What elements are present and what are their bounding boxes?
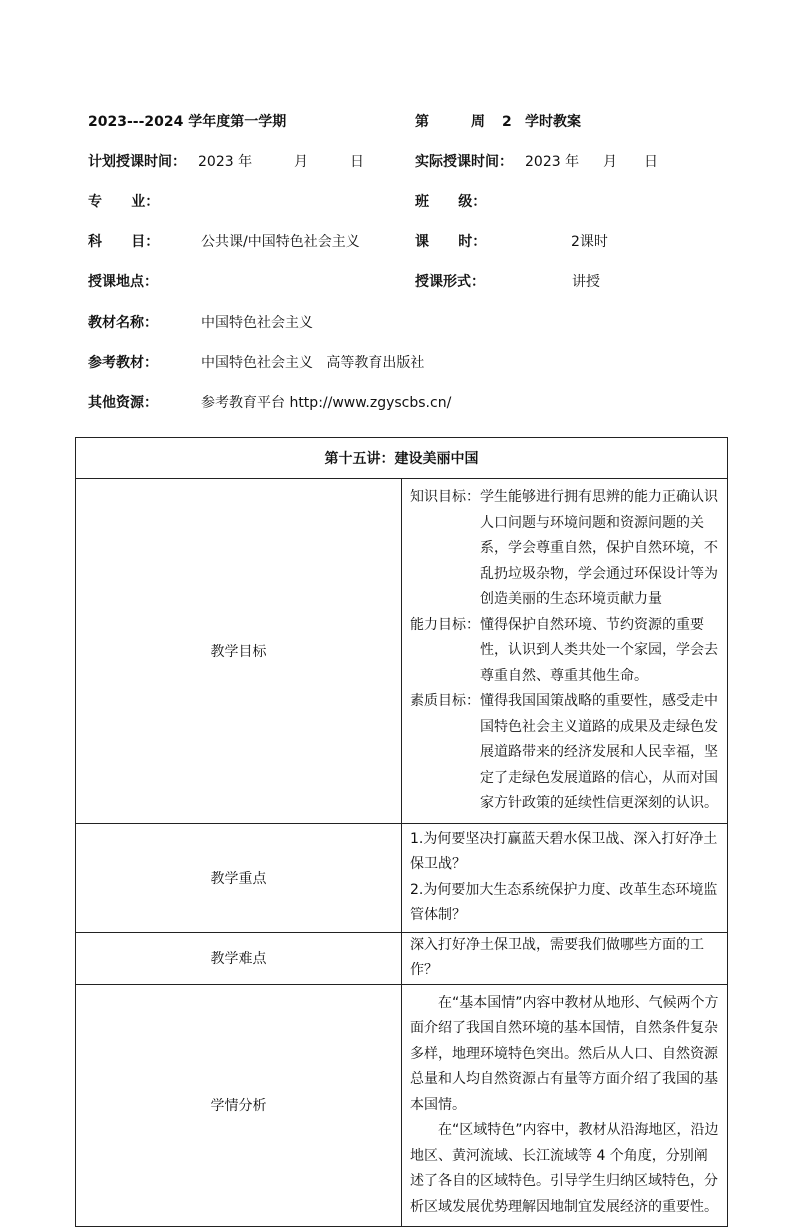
- key-points-row: [76, 823, 728, 932]
- lesson-number: 2: [502, 114, 512, 130]
- plan-time-label: 计划授课时间：: [88, 154, 186, 170]
- actual-time-label: 实际授课时间：: [415, 154, 513, 170]
- other-resources-value: 参考教育平台 http://www.zgyscbs.cn/: [201, 395, 452, 411]
- plan-day: 日: [350, 154, 364, 170]
- difficulty-content: [402, 932, 728, 984]
- header-row: [88, 111, 734, 133]
- other-resources-row: [88, 392, 734, 414]
- analysis-row: [76, 984, 728, 1227]
- quality-goal-text: 懂得我国国策战略的重要性，感受走中国特色社会主义道路的成果及走绿色发展道路带来的经济发展和人民幸福，坚定了走绿色发展道路的信心，从而对国家方针政策的延续性信更深刻的认识。: [480, 693, 718, 811]
- ability-goal-text: 懂得保护自然环境、节约资源的重要性，认识到人类共处一个家园，学会去尊重自然、尊重其他生命。: [480, 616, 718, 684]
- plan-year: 2023 年: [198, 154, 253, 170]
- difficulty-row: [76, 932, 728, 984]
- term-title: 2023---2024 学年度第一学期: [88, 114, 287, 130]
- form-value: 讲授: [572, 274, 600, 290]
- subject-label: 科 目：: [88, 234, 160, 250]
- week-label: 第: [415, 114, 429, 130]
- difficulty-label: 教学难点: [76, 932, 402, 984]
- objectives-label: 教学目标: [76, 479, 402, 824]
- lecture-title: 第十五讲：建设美丽中国: [76, 438, 728, 479]
- quality-goal-label: 素质目标：: [410, 693, 480, 709]
- major-class-row: [88, 191, 734, 213]
- subject-value: 公共课/中国特色社会主义: [201, 234, 360, 250]
- key-points-label: 教学重点: [76, 823, 402, 932]
- week-unit: 周: [471, 114, 485, 130]
- analysis-paragraph: 在“区域特色”内容中，教材从沿海地区，沿边地区、黄河流域、长江流域等 4 个角度，分别阐述了各自的区域特色。引导学生归纳区域特色，分析区域发展优势理解因地制宜发展经济的重要性。: [410, 1122, 719, 1215]
- location-form-row: [88, 271, 734, 293]
- quality-goal: [410, 689, 719, 817]
- plan-month: 月: [294, 154, 308, 170]
- reference-row: [88, 352, 734, 374]
- major-label: 专 业：: [88, 194, 160, 210]
- reference-label: 参考教材：: [88, 355, 158, 371]
- actual-day: 日: [644, 154, 658, 170]
- objectives-content: [402, 479, 728, 824]
- key-point-item: 1.为何要坚决打赢蓝天碧水保卫战、深入打好净土保卫战？: [410, 830, 718, 872]
- class-label: 班 级：: [415, 194, 487, 210]
- textbook-label: 教材名称：: [88, 315, 158, 331]
- actual-year: 2023 年: [525, 154, 580, 170]
- textbook-row: [88, 312, 734, 334]
- reference-value: 中国特色社会主义 高等教育出版社: [201, 355, 425, 371]
- analysis-label: 学情分析: [76, 984, 402, 1227]
- knowledge-goal: [410, 485, 719, 613]
- lesson-plan-table: [75, 437, 728, 1227]
- key-points-content: [402, 823, 728, 932]
- location-label: 授课地点：: [88, 274, 158, 290]
- subject-hours-row: [88, 231, 734, 253]
- textbook-value: 中国特色社会主义: [201, 315, 313, 331]
- table-title-row: [76, 438, 728, 479]
- time-row: [88, 151, 734, 173]
- hours-label: 课 时：: [415, 234, 487, 250]
- form-label: 授课形式：: [415, 274, 485, 290]
- difficulty-text: 深入打好净土保卫战，需要我们做哪些方面的工作？: [410, 936, 704, 978]
- knowledge-goal-text: 学生能够进行拥有思辨的能力正确认识人口问题与环境问题和资源问题的关系，学会尊重自然，保护自然环境，不乱扔垃圾杂物，学会通过环保设计等为创造美丽的生态环境贡献力量: [480, 489, 718, 607]
- hours-value: 2课时: [571, 234, 608, 250]
- other-resources-label: 其他资源：: [88, 395, 158, 411]
- ability-goal-label: 能力目标：: [410, 616, 480, 633]
- lesson-unit: 学时教案: [525, 114, 581, 130]
- key-point-item: 2.为何要加大生态系统保护力度、改革生态环境监管体制？: [410, 881, 718, 923]
- analysis-content: [402, 984, 728, 1227]
- objectives-row: [76, 479, 728, 824]
- ability-goal: [410, 613, 719, 690]
- analysis-paragraph: 在“基本国情”内容中教材从地形、气候两个方面介绍了我国自然环境的基本国情，自然条件复杂多样，地理环境特色突出。然后从人口、自然资源总量和人均自然资源占有量等方面介绍了我国的基本国情。: [410, 994, 719, 1113]
- knowledge-goal-label: 知识目标：: [410, 489, 480, 505]
- actual-month: 月: [603, 154, 617, 170]
